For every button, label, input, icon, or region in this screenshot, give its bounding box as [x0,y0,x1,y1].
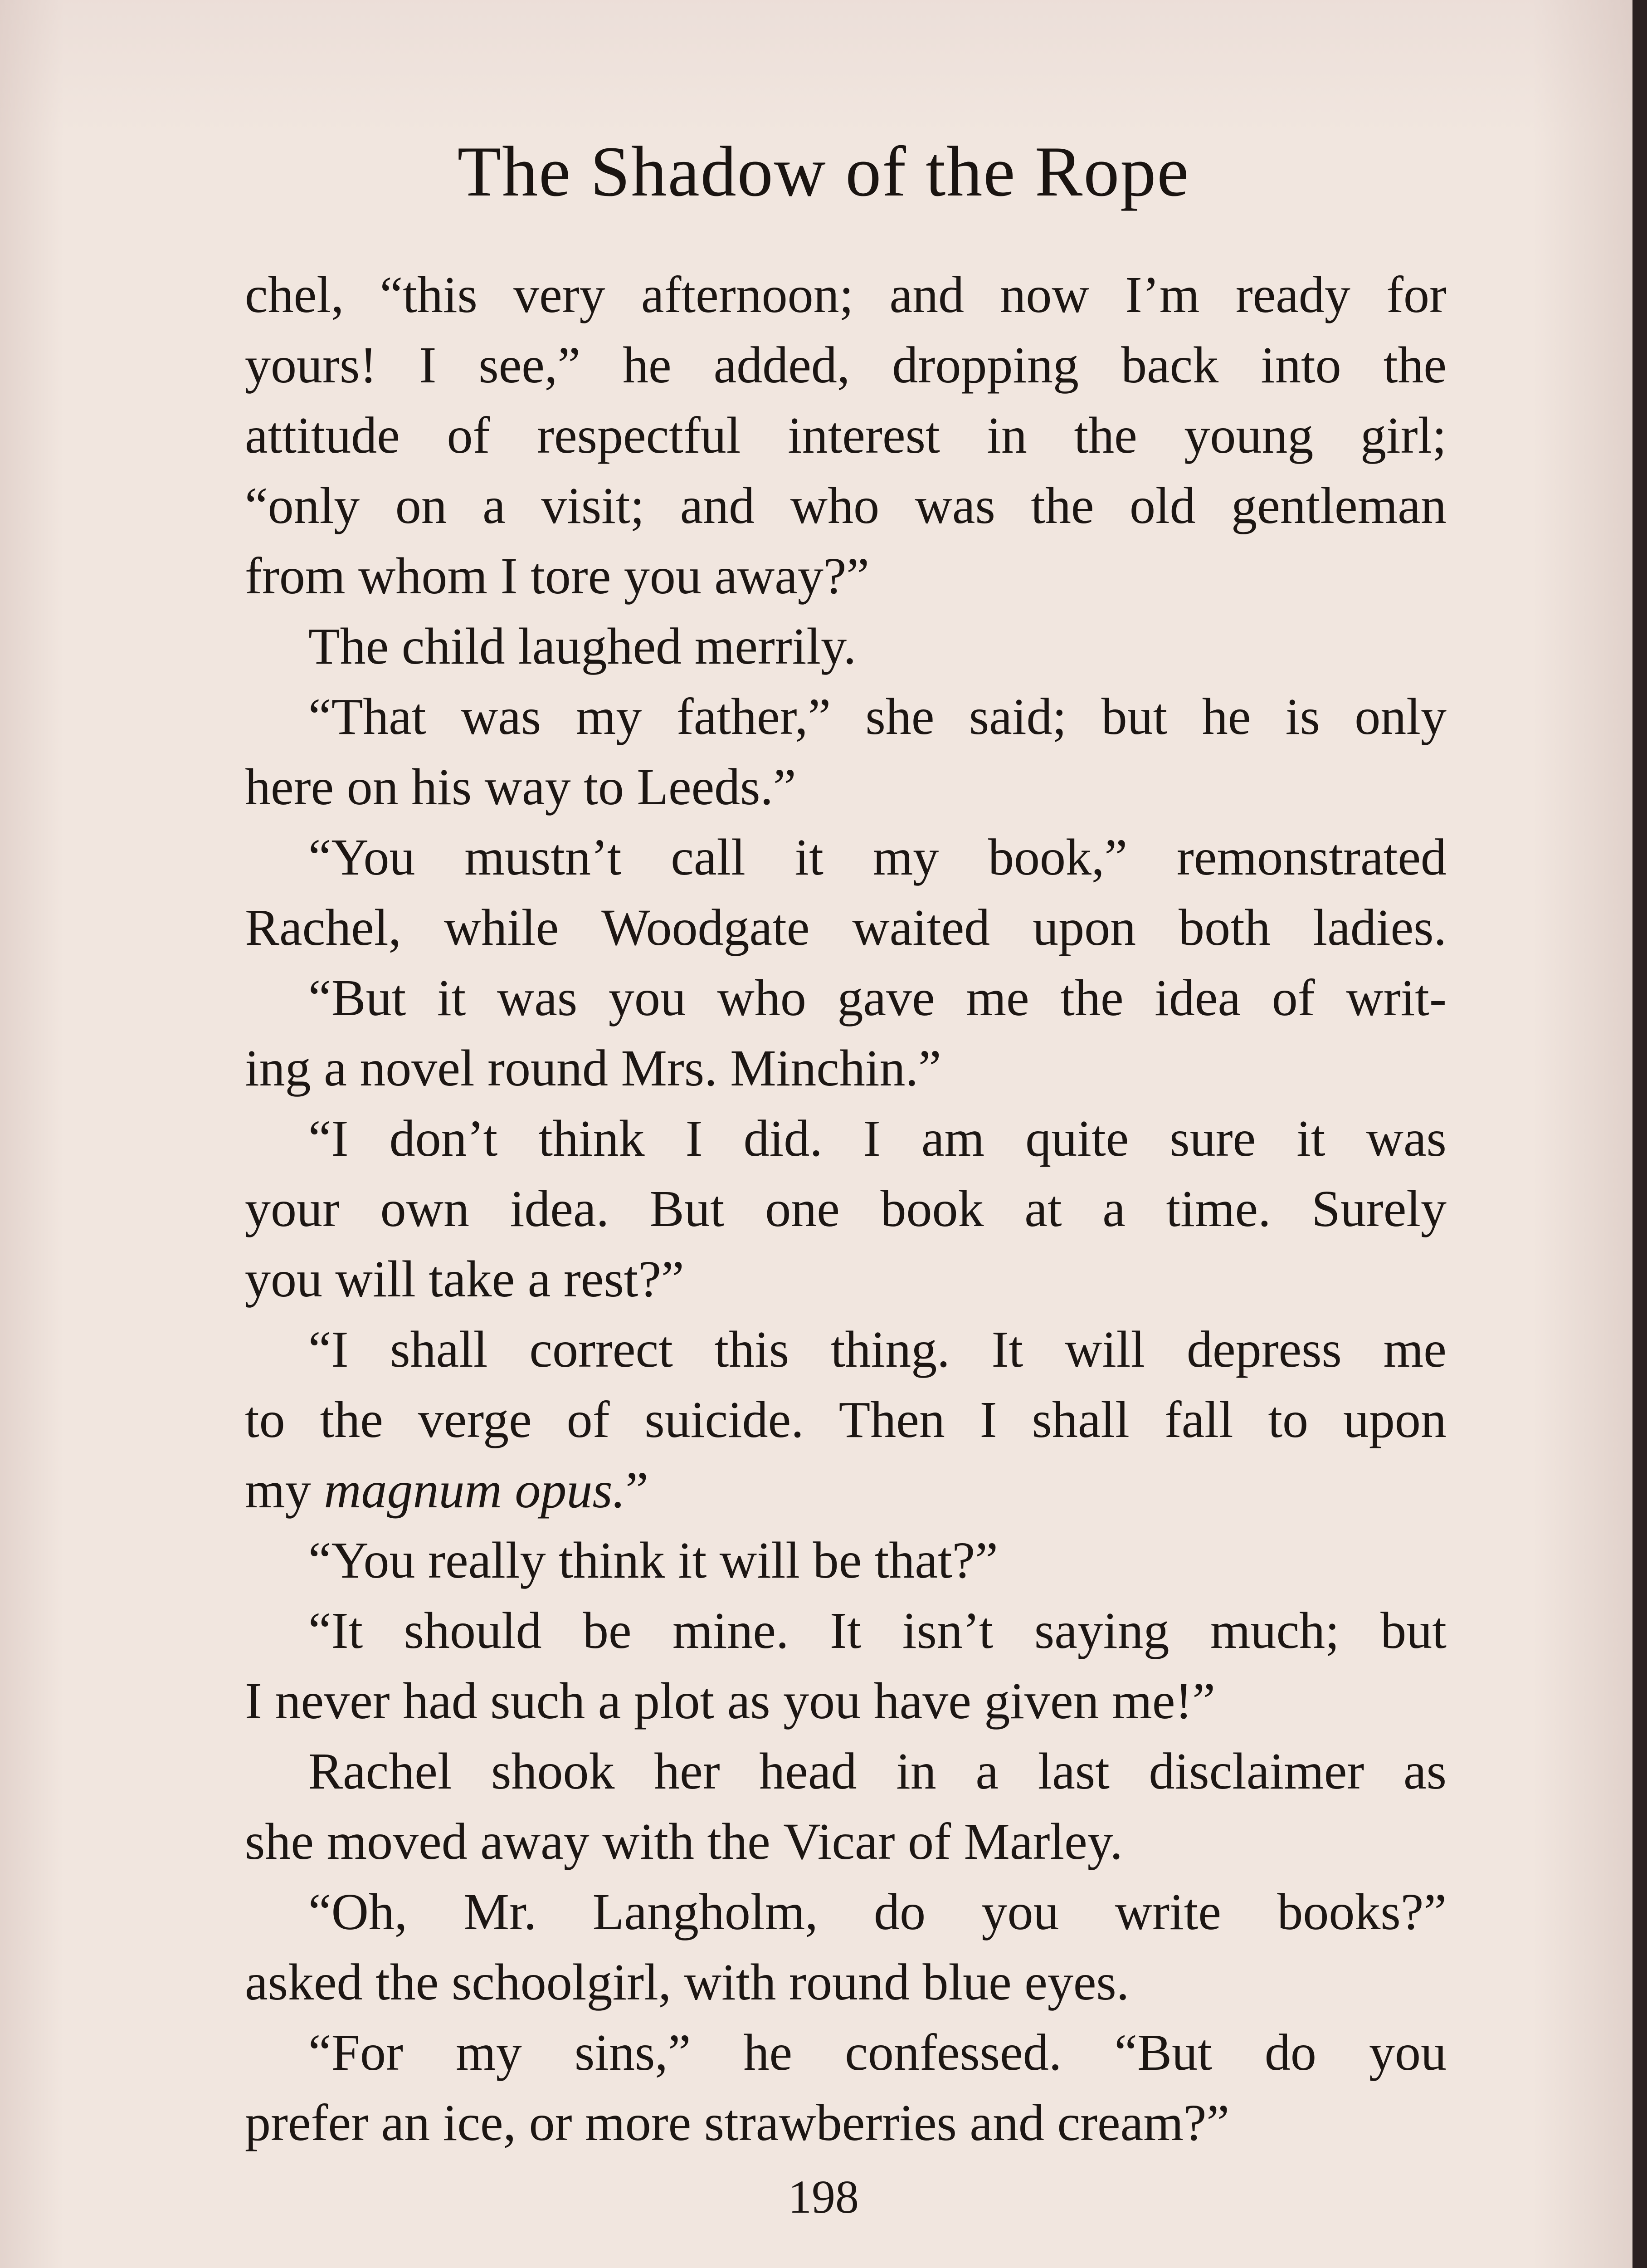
text-line-italic [245,1455,1447,1525]
word: here [245,758,347,816]
word: strawberries [704,2094,970,2151]
word: sure [1169,1110,1256,1167]
word: Woodgate [601,899,810,956]
word: I [245,1672,275,1730]
word: be [583,1602,632,1659]
word: but [1101,688,1168,745]
text-line [245,1736,1447,1806]
word: sins,” [574,2024,691,2081]
word: see,” [478,336,580,394]
word: me [966,969,1029,1026]
word: on [395,477,447,534]
word: father,” [676,688,831,745]
word: moved [326,1813,481,1870]
text-line [245,1806,1447,1877]
word: girl; [1360,406,1447,464]
word: from [245,547,359,605]
word: “It [308,1602,363,1659]
word: shall [1032,1391,1130,1448]
word: Marley. [964,1813,1123,1870]
word: the [320,1391,383,1448]
word: Leeds.” [637,758,796,816]
word: in [896,1742,936,1800]
word: she [245,1813,327,1870]
word: really [428,1531,559,1589]
word: dropping [892,336,1079,394]
word: it [437,969,466,1026]
word: more [585,2094,704,2151]
word: was [915,477,995,534]
word: head [759,1742,857,1800]
word: attitude [245,406,400,464]
word: eyes. [1024,1953,1130,2011]
word: merrily. [694,617,857,675]
word: be [813,1531,875,1589]
word: away?” [714,547,870,605]
word: tore [531,547,624,605]
word: interest [788,406,940,464]
text-line [245,2017,1447,2087]
word: he [623,336,672,394]
word: should [404,1602,542,1659]
word: an [381,2094,443,2151]
text-line [245,1033,1447,1103]
word: such [490,1672,598,1730]
word: you [608,969,686,1026]
word: I [685,1110,703,1167]
word: round [789,1953,923,2011]
body-text [245,259,1447,2158]
text-line [245,1173,1447,1244]
text-line [245,822,1447,892]
word: a [1102,1180,1126,1237]
word: back [1121,336,1219,394]
word: “But [308,969,406,1026]
text-line [245,1525,1447,1595]
word: said; [969,688,1067,745]
word: the [375,1953,452,2011]
word: schoolgirl, [451,1953,684,2011]
word: write [1115,1883,1222,1941]
text-line [245,2087,1447,2158]
word: plot [633,1672,727,1730]
word: visit; [541,477,645,534]
word: Then [838,1391,945,1448]
word: But [649,1180,725,1237]
text-line [245,470,1447,541]
word: do [1264,2024,1316,2081]
word: never [275,1672,403,1730]
word: novel [360,1039,488,1097]
word: it [794,828,824,886]
word: his [411,758,485,816]
word: shall [390,1320,488,1378]
word: ice, [443,2094,529,2151]
word: upon [1343,1391,1447,1448]
word: the [1074,406,1137,464]
word: a [324,1039,360,1097]
word: in [987,406,1027,464]
text-line [245,1314,1447,1384]
word: her [654,1742,720,1800]
text-line [245,752,1447,822]
scan-edge [1632,0,1647,2268]
word: Mr. [463,1883,537,1941]
word: was [497,969,578,1026]
line-segment: my [245,1461,311,1519]
word: whom [358,547,501,605]
word: take [429,1250,528,1308]
text-line [245,1595,1447,1666]
word: “this [380,266,478,323]
word: of [447,406,490,464]
word: he [743,2024,793,2081]
word: call [671,828,746,886]
word: suicide. [644,1391,804,1448]
text-line [245,259,1447,330]
word: a [482,477,506,534]
word: both [1178,899,1271,956]
word: he [1202,688,1251,745]
word: think [538,1110,645,1167]
word: writ- [1346,969,1447,1026]
word: upon [1033,899,1136,956]
text-line [245,611,1447,681]
closing-quote: ” [625,1461,648,1519]
text-line [245,330,1447,400]
word: book [880,1180,984,1237]
word: The [308,617,402,675]
word: blue [922,1953,1025,2011]
word: given [984,1672,1112,1730]
word: who [790,477,880,534]
word: “I [308,1110,349,1167]
word: me [1383,1320,1447,1378]
word: verge [418,1391,532,1448]
word: while [443,899,559,956]
word: Mrs. [621,1039,731,1097]
word: a [598,1672,634,1730]
word: respectful [537,406,741,464]
word: the [1031,477,1094,534]
word: you [1369,2024,1447,2081]
word: quite [1025,1110,1129,1167]
italic-title: magnum opus. [324,1461,626,1519]
word: think [559,1531,678,1589]
word: cream?” [1057,2094,1230,2151]
word: mine. [672,1602,789,1659]
word: am [921,1110,985,1167]
word: on [346,758,412,816]
word: it [677,1531,720,1589]
word: yours! [245,336,377,394]
text-line [245,541,1447,611]
word: “Oh, [308,1883,408,1941]
word: have [873,1672,984,1730]
word: “For [308,2024,403,2081]
word: child [401,617,518,675]
running-head: The Shadow of the Rope [457,132,1190,211]
word: laughed [518,617,695,675]
word: chel, [245,266,344,323]
word: of [908,1813,964,1870]
word: did. [743,1110,823,1167]
word: “That [308,688,426,745]
word: remonstrated [1176,828,1447,886]
word: she [865,688,935,745]
word: or [529,2094,585,2151]
word: Minchin.” [730,1039,941,1097]
word: I [500,547,531,605]
word: and [970,2094,1057,2151]
word: Langholm, [592,1883,818,1941]
word: the [707,1813,784,1870]
word: Surely [1311,1180,1447,1237]
word: the [1060,969,1124,1026]
text-line [245,963,1447,1033]
word: at [1024,1180,1062,1237]
text-line [245,400,1447,470]
word: now [1000,266,1089,323]
word: ready [1235,266,1350,323]
text-line [245,1384,1447,1455]
word: thing. [830,1320,950,1378]
word: to [1268,1391,1309,1448]
word: shook [491,1742,615,1800]
word: “I [308,1320,349,1378]
word: confessed. [845,2024,1062,2081]
word: Vicar [783,1813,908,1870]
word: isn’t [902,1602,994,1659]
word: but [1380,1602,1447,1659]
word: I [863,1110,881,1167]
word: don’t [389,1110,498,1167]
word: much; [1210,1602,1340,1659]
word: the [1383,336,1447,394]
text-line [245,892,1447,963]
word: mustn’t [464,828,622,886]
word: correct [529,1320,673,1378]
word: old [1129,477,1196,534]
word: and [680,477,755,534]
word: idea [1155,969,1241,1026]
word: it [1296,1110,1325,1167]
word: with [684,1953,789,2011]
word: you [624,547,715,605]
word: away [480,1813,603,1870]
word: “only [245,477,360,534]
word: only [1355,688,1447,745]
word: Rachel [308,1742,452,1800]
word: Rachel, [245,899,402,956]
page-number: 198 [788,2171,859,2223]
word: for [1386,266,1447,323]
word: as [1403,1742,1447,1800]
word: into [1261,336,1341,394]
word: young [1184,406,1314,464]
word: “You [308,828,415,886]
word: gave [837,969,935,1026]
word: ing [245,1039,324,1097]
word: I’m [1125,266,1200,323]
word: one [765,1180,840,1237]
word: I [979,1391,997,1448]
word: gentleman [1231,477,1447,534]
word: ladies. [1313,899,1447,956]
word: will [335,1250,429,1308]
word: idea. [510,1180,609,1237]
word: very [513,266,605,323]
text-line [245,1947,1447,2017]
word: saying [1034,1602,1169,1659]
word: you [981,1883,1059,1941]
text-line [245,681,1447,752]
text-line [245,1877,1447,1947]
word: was [1366,1110,1447,1167]
word: with [602,1813,707,1870]
word: own [380,1180,469,1237]
word: disclaimer [1149,1742,1364,1800]
word: my [872,828,939,886]
word: prefer [245,2094,381,2151]
word: that?” [874,1531,998,1589]
word: me!” [1112,1672,1215,1730]
word: book,” [988,828,1128,886]
word: I [419,336,437,394]
word: depress [1187,1320,1342,1378]
word: was [460,688,541,745]
word: this [714,1320,789,1378]
word: of [1272,969,1315,1026]
word: It [829,1602,862,1659]
word: do [874,1883,926,1941]
word: way [484,758,584,816]
word: to [245,1391,285,1448]
word: a [975,1742,999,1800]
word: asked [245,1953,376,2011]
word: fall [1164,1391,1233,1448]
word: of [566,1391,610,1448]
word: had [403,1672,491,1730]
word: my [456,2024,522,2081]
text-line [245,1103,1447,1173]
word: you [245,1250,336,1308]
word: your [245,1180,340,1237]
word: “But [1114,2024,1212,2081]
word: rest?” [563,1250,684,1308]
word: round [487,1039,621,1097]
word: added, [713,336,850,394]
text-line [245,1666,1447,1736]
word: is [1285,688,1320,745]
word: books?” [1277,1883,1447,1941]
word: who [717,969,806,1026]
word: a [527,1250,564,1308]
word: “You [308,1531,429,1589]
word: last [1038,1742,1110,1800]
word: to [584,758,637,816]
word: afternoon; [641,266,854,323]
word: It [991,1320,1023,1378]
word: time. [1166,1180,1271,1237]
word: as [727,1672,784,1730]
word: my [575,688,642,745]
word: will [1064,1320,1145,1378]
word: you [783,1672,874,1730]
text-line [245,1244,1447,1314]
word: will [719,1531,813,1589]
word: and [889,266,965,323]
word: waited [852,899,990,956]
